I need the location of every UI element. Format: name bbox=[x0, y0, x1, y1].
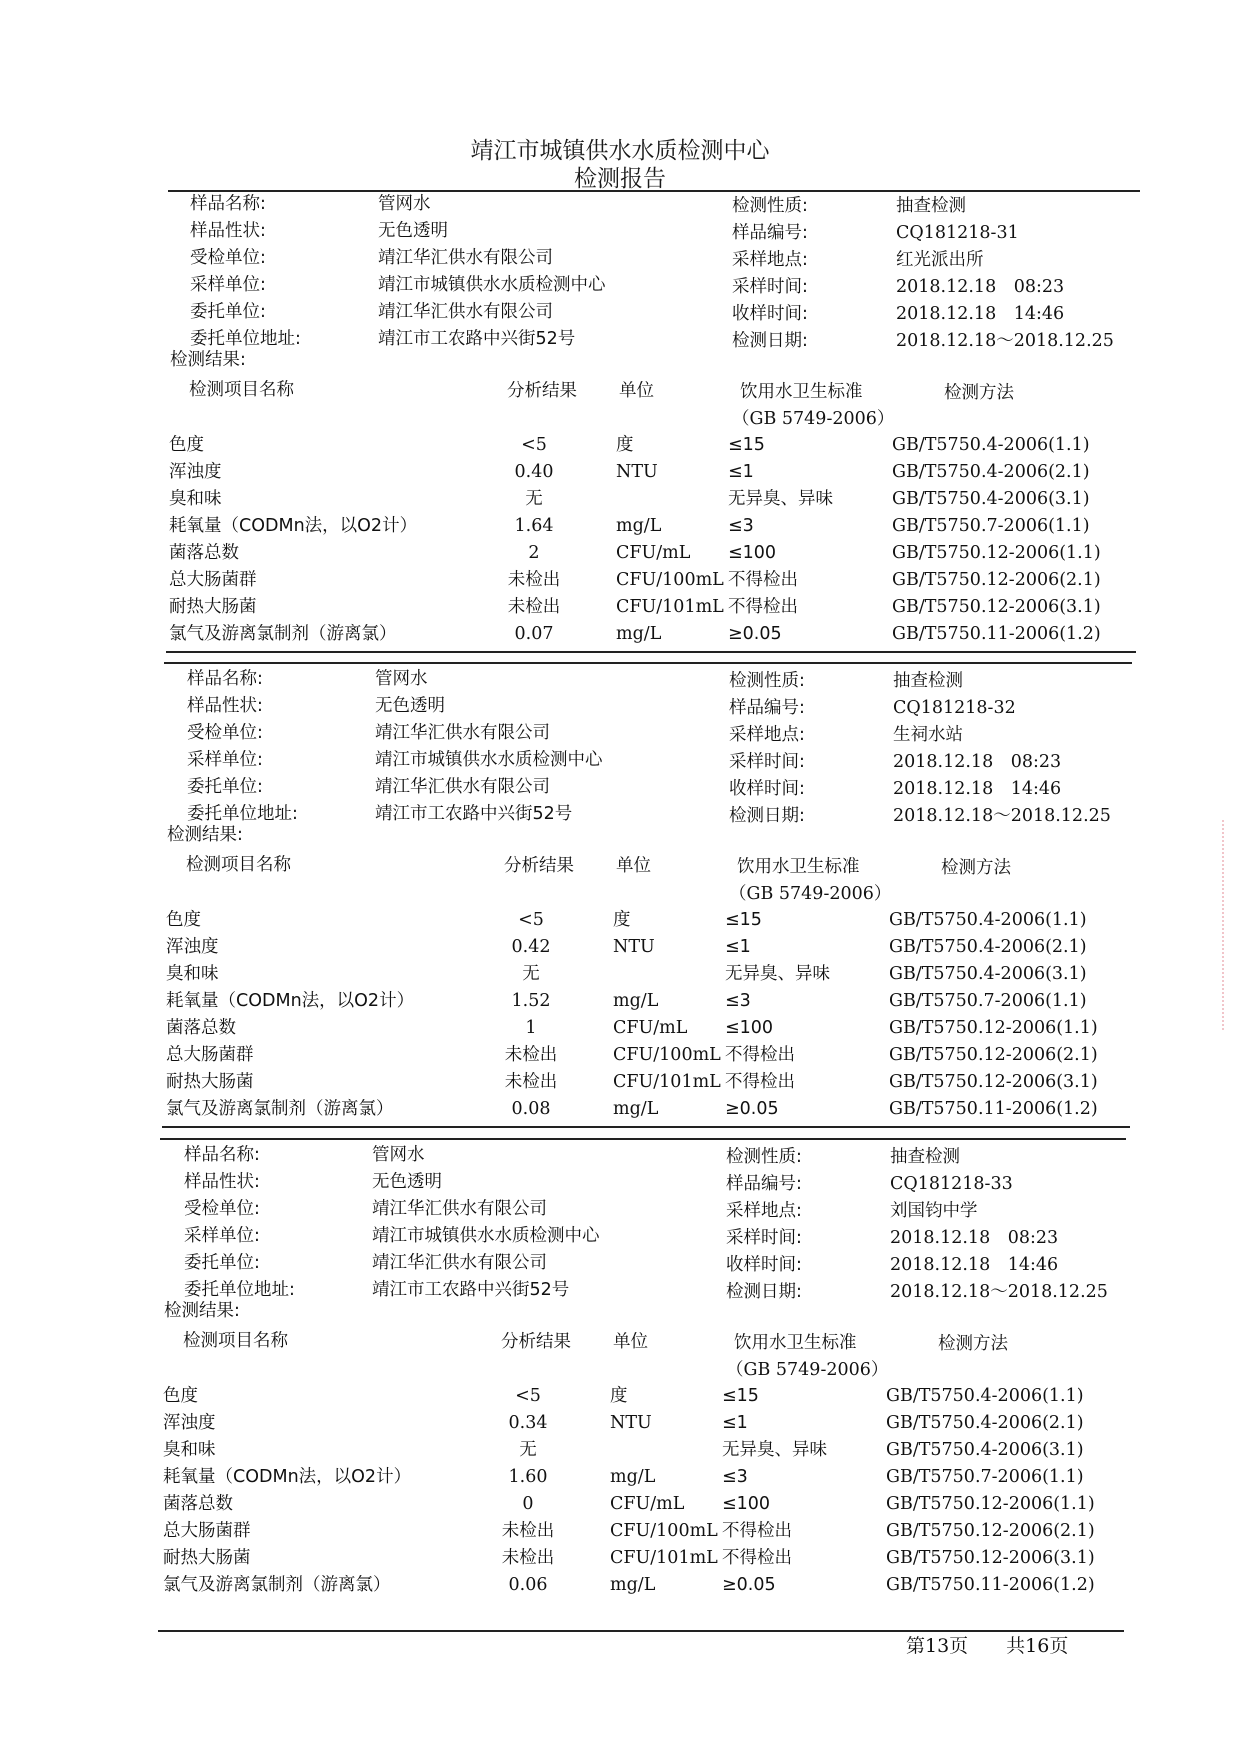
result-value: 0.07 bbox=[514, 624, 554, 644]
col-header-result: 分析结果 bbox=[507, 381, 577, 401]
info-value: 靖江华汇供水有限公司 bbox=[375, 777, 550, 797]
info-label: 样品编号: bbox=[729, 698, 805, 718]
info-label: 受检单位: bbox=[184, 1199, 260, 1219]
result-method: GB/T5750.4-2006(1.1) bbox=[892, 435, 1090, 455]
result-standard: 不得检出 bbox=[725, 1045, 795, 1065]
result-method: GB/T5750.4-2006(3.1) bbox=[892, 489, 1090, 509]
info-value: 靖江市城镇供水水质检测中心 bbox=[375, 750, 603, 770]
info-value: 管网水 bbox=[375, 669, 428, 689]
result-method: GB/T5750.4-2006(2.1) bbox=[889, 937, 1087, 957]
info-label: 委托单位: bbox=[190, 302, 266, 322]
result-item-name: 氯气及游离氯制剂（游离氯） bbox=[166, 1099, 394, 1119]
info-label: 采样单位: bbox=[190, 275, 266, 295]
info-value: 抽查检测 bbox=[893, 671, 963, 691]
result-item-name: 耐热大肠菌 bbox=[166, 1072, 254, 1092]
result-unit: mg/L bbox=[616, 516, 662, 536]
info-value: 2018.12.18～2018.12.25 bbox=[896, 331, 1114, 351]
result-standard: 无异臭、异味 bbox=[722, 1440, 827, 1460]
result-standard: ≤100 bbox=[728, 543, 777, 563]
info-value: 靖江市城镇供水水质检测中心 bbox=[378, 275, 606, 295]
result-method: GB/T5750.4-2006(3.1) bbox=[886, 1440, 1084, 1460]
col-header-standard: 饮用水卫生标准 bbox=[737, 857, 860, 877]
result-value: 未检出 bbox=[507, 597, 561, 617]
info-value: 靖江华汇供水有限公司 bbox=[378, 302, 553, 322]
result-value: 0.42 bbox=[511, 937, 551, 957]
info-label: 收样时间: bbox=[729, 779, 805, 799]
result-standard: ≥0.05 bbox=[722, 1575, 776, 1595]
result-standard: ≤1 bbox=[728, 462, 754, 482]
result-standard: 不得检出 bbox=[722, 1521, 792, 1541]
result-method: GB/T5750.12-2006(1.1) bbox=[889, 1018, 1098, 1038]
info-label: 样品名称: bbox=[187, 669, 263, 689]
info-label: 委托单位: bbox=[187, 777, 263, 797]
result-item-name: 菌落总数 bbox=[166, 1018, 236, 1038]
info-label: 委托单位: bbox=[184, 1253, 260, 1273]
result-item-name: 氯气及游离氯制剂（游离氯） bbox=[163, 1575, 391, 1595]
col-header-result: 分析结果 bbox=[501, 1332, 571, 1352]
col-header-unit: 单位 bbox=[619, 381, 654, 401]
info-label: 检测日期: bbox=[726, 1282, 802, 1302]
info-label: 检测日期: bbox=[729, 806, 805, 826]
info-label: 检测日期: bbox=[732, 331, 808, 351]
col-header-standard-ref: （GB 5749-2006） bbox=[729, 884, 892, 904]
result-value: 1.60 bbox=[508, 1467, 548, 1487]
info-value: 靖江华汇供水有限公司 bbox=[372, 1199, 547, 1219]
info-label: 采样地点: bbox=[732, 250, 808, 270]
info-value: 靖江市工农路中兴街52号 bbox=[375, 804, 573, 824]
result-item-name: 浑浊度 bbox=[163, 1413, 216, 1433]
sample-block bbox=[0, 662, 1237, 1132]
result-value: 未检出 bbox=[504, 1072, 558, 1092]
result-value: 1 bbox=[525, 1018, 537, 1038]
info-label: 采样地点: bbox=[726, 1201, 802, 1221]
sample-block bbox=[0, 1138, 1234, 1608]
result-standard: 无异臭、异味 bbox=[728, 489, 833, 509]
info-label: 采样地点: bbox=[729, 725, 805, 745]
info-value: 无色透明 bbox=[372, 1172, 442, 1192]
info-label: 检测性质: bbox=[732, 196, 808, 216]
result-standard: 不得检出 bbox=[728, 570, 798, 590]
result-method: GB/T5750.11-2006(1.2) bbox=[886, 1575, 1095, 1595]
result-unit: CFU/100mL bbox=[610, 1521, 718, 1541]
info-value: 2018.12.18 08:23 bbox=[890, 1228, 1059, 1248]
info-label: 样品名称: bbox=[190, 194, 266, 214]
result-value: 0.06 bbox=[508, 1575, 548, 1595]
info-label: 委托单位地址: bbox=[184, 1280, 295, 1300]
result-value: 无 bbox=[519, 1440, 537, 1460]
info-value: CQ181218-32 bbox=[893, 698, 1016, 718]
result-standard: 不得检出 bbox=[728, 597, 798, 617]
result-method: GB/T5750.4-2006(2.1) bbox=[892, 462, 1090, 482]
result-unit: CFU/100mL bbox=[616, 570, 724, 590]
info-value: 2018.12.18 14:46 bbox=[896, 304, 1065, 324]
result-method: GB/T5750.11-2006(1.2) bbox=[889, 1099, 1098, 1119]
result-unit: CFU/mL bbox=[613, 1018, 688, 1038]
result-item-name: 色度 bbox=[166, 910, 201, 930]
result-item-name: 浑浊度 bbox=[166, 937, 219, 957]
result-value: 无 bbox=[522, 964, 540, 984]
info-label: 样品性状: bbox=[190, 221, 266, 241]
result-method: GB/T5750.12-2006(2.1) bbox=[889, 1045, 1098, 1065]
result-unit: NTU bbox=[613, 937, 655, 957]
col-header-unit: 单位 bbox=[616, 856, 651, 876]
result-method: GB/T5750.12-2006(1.1) bbox=[886, 1494, 1095, 1514]
result-standard: ≤1 bbox=[725, 937, 751, 957]
result-item-name: 氯气及游离氯制剂（游离氯） bbox=[169, 624, 397, 644]
col-header-item: 检测项目名称 bbox=[183, 1331, 288, 1351]
result-standard: ≤100 bbox=[722, 1494, 771, 1514]
info-value: 2018.12.18 14:46 bbox=[890, 1255, 1059, 1275]
result-unit: mg/L bbox=[610, 1575, 656, 1595]
stamp-mark bbox=[1222, 820, 1240, 1030]
info-label: 采样时间: bbox=[726, 1228, 802, 1248]
result-unit: 度 bbox=[610, 1386, 628, 1406]
info-value: CQ181218-31 bbox=[896, 223, 1019, 243]
result-unit: 度 bbox=[616, 435, 634, 455]
info-label: 样品性状: bbox=[187, 696, 263, 716]
result-value: 未检出 bbox=[507, 570, 561, 590]
info-label: 检测性质: bbox=[726, 1147, 802, 1167]
col-header-standard-ref: （GB 5749-2006） bbox=[726, 1360, 889, 1380]
result-standard: ≤15 bbox=[722, 1386, 759, 1406]
result-value: 0.40 bbox=[514, 462, 554, 482]
col-header-standard: 饮用水卫生标准 bbox=[740, 382, 863, 402]
result-method: GB/T5750.4-2006(1.1) bbox=[886, 1386, 1084, 1406]
result-method: GB/T5750.12-2006(2.1) bbox=[892, 570, 1101, 590]
result-method: GB/T5750.12-2006(3.1) bbox=[886, 1548, 1095, 1568]
info-value: 靖江华汇供水有限公司 bbox=[375, 723, 550, 743]
info-value: 刘国钧中学 bbox=[890, 1201, 978, 1221]
result-standard: 不得检出 bbox=[725, 1072, 795, 1092]
col-header-item: 检测项目名称 bbox=[189, 380, 294, 400]
result-value: <5 bbox=[521, 435, 547, 455]
result-item-name: 菌落总数 bbox=[169, 543, 239, 563]
result-unit: NTU bbox=[616, 462, 658, 482]
col-header-item: 检测项目名称 bbox=[186, 855, 291, 875]
info-value: 靖江华汇供水有限公司 bbox=[378, 248, 553, 268]
result-value: 0.08 bbox=[511, 1099, 551, 1119]
info-value: 管网水 bbox=[372, 1145, 425, 1165]
page-number: 第13页 共16页 bbox=[906, 1635, 1069, 1657]
info-value: 抽查检测 bbox=[896, 196, 966, 216]
result-unit: mg/L bbox=[613, 1099, 659, 1119]
info-value: 红光派出所 bbox=[896, 250, 984, 270]
result-method: GB/T5750.12-2006(2.1) bbox=[886, 1521, 1095, 1541]
info-value: 2018.12.18 08:23 bbox=[893, 752, 1062, 772]
result-item-name: 总大肠菌群 bbox=[163, 1521, 251, 1541]
info-label: 样品编号: bbox=[726, 1174, 802, 1194]
info-label: 样品性状: bbox=[184, 1172, 260, 1192]
result-standard: ≤3 bbox=[728, 516, 754, 536]
result-item-name: 耐热大肠菌 bbox=[169, 597, 257, 617]
result-item-name: 菌落总数 bbox=[163, 1494, 233, 1514]
result-method: GB/T5750.7-2006(1.1) bbox=[892, 516, 1090, 536]
result-unit: CFU/101mL bbox=[616, 597, 724, 617]
result-standard: ≤100 bbox=[725, 1018, 774, 1038]
col-header-standard: 饮用水卫生标准 bbox=[734, 1333, 857, 1353]
result-method: GB/T5750.7-2006(1.1) bbox=[889, 991, 1087, 1011]
info-value: 无色透明 bbox=[375, 696, 445, 716]
result-item-name: 耗氧量（CODMn法，以O2计） bbox=[169, 516, 418, 536]
result-method: GB/T5750.12-2006(3.1) bbox=[889, 1072, 1098, 1092]
info-label: 检测性质: bbox=[729, 671, 805, 691]
result-item-name: 臭和味 bbox=[169, 489, 222, 509]
info-label: 样品名称: bbox=[184, 1145, 260, 1165]
result-value: 未检出 bbox=[501, 1521, 555, 1541]
result-method: GB/T5750.12-2006(3.1) bbox=[892, 597, 1101, 617]
info-label: 委托单位地址: bbox=[187, 804, 298, 824]
result-value: 未检出 bbox=[501, 1548, 555, 1568]
result-standard: ≥0.05 bbox=[728, 624, 782, 644]
org-title: 靖江市城镇供水水质检测中心 bbox=[470, 138, 770, 164]
info-label: 采样时间: bbox=[729, 752, 805, 772]
result-value: <5 bbox=[515, 1386, 541, 1406]
results-label: 检测结果: bbox=[164, 1301, 240, 1321]
info-value: 靖江市城镇供水水质检测中心 bbox=[372, 1226, 600, 1246]
info-label: 收样时间: bbox=[732, 304, 808, 324]
result-unit: 度 bbox=[613, 910, 631, 930]
info-label: 采样时间: bbox=[732, 277, 808, 297]
result-method: GB/T5750.11-2006(1.2) bbox=[892, 624, 1101, 644]
info-label: 收样时间: bbox=[726, 1255, 802, 1275]
info-value: 靖江市工农路中兴街52号 bbox=[378, 329, 576, 349]
info-label: 受检单位: bbox=[190, 248, 266, 268]
info-label: 样品编号: bbox=[732, 223, 808, 243]
info-label: 受检单位: bbox=[187, 723, 263, 743]
info-label: 采样单位: bbox=[184, 1226, 260, 1246]
result-value: 1.64 bbox=[514, 516, 554, 536]
result-unit: mg/L bbox=[616, 624, 662, 644]
info-value: 2018.12.18～2018.12.25 bbox=[890, 1282, 1108, 1302]
col-header-unit: 单位 bbox=[613, 1332, 648, 1352]
info-value: 靖江华汇供水有限公司 bbox=[372, 1253, 547, 1273]
result-value: <5 bbox=[518, 910, 544, 930]
result-unit: mg/L bbox=[613, 991, 659, 1011]
info-value: 管网水 bbox=[378, 194, 431, 214]
result-method: GB/T5750.4-2006(1.1) bbox=[889, 910, 1087, 930]
info-value: CQ181218-33 bbox=[890, 1174, 1013, 1194]
result-value: 1.52 bbox=[511, 991, 551, 1011]
result-value: 无 bbox=[525, 489, 543, 509]
result-item-name: 色度 bbox=[163, 1386, 198, 1406]
result-standard: ≤15 bbox=[728, 435, 765, 455]
result-item-name: 耗氧量（CODMn法，以O2计） bbox=[166, 991, 415, 1011]
result-unit: CFU/100mL bbox=[613, 1045, 721, 1065]
info-value: 生祠水站 bbox=[893, 725, 963, 745]
info-label: 采样单位: bbox=[187, 750, 263, 770]
results-label: 检测结果: bbox=[170, 350, 246, 370]
col-header-method: 检测方法 bbox=[944, 383, 1014, 403]
result-unit: CFU/101mL bbox=[610, 1548, 718, 1568]
result-standard: ≥0.05 bbox=[725, 1099, 779, 1119]
info-label: 委托单位地址: bbox=[190, 329, 301, 349]
result-value: 2 bbox=[528, 543, 540, 563]
col-header-method: 检测方法 bbox=[941, 858, 1011, 878]
result-value: 0 bbox=[522, 1494, 534, 1514]
result-item-name: 臭和味 bbox=[166, 964, 219, 984]
result-item-name: 耗氧量（CODMn法，以O2计） bbox=[163, 1467, 412, 1487]
result-standard: ≤3 bbox=[725, 991, 751, 1011]
info-value: 抽查检测 bbox=[890, 1147, 960, 1167]
result-item-name: 臭和味 bbox=[163, 1440, 216, 1460]
report-title: 检测报告 bbox=[574, 166, 666, 192]
result-standard: 不得检出 bbox=[722, 1548, 792, 1568]
col-header-result: 分析结果 bbox=[504, 856, 574, 876]
result-method: GB/T5750.4-2006(2.1) bbox=[886, 1413, 1084, 1433]
result-method: GB/T5750.12-2006(1.1) bbox=[892, 543, 1101, 563]
result-standard: ≤3 bbox=[722, 1467, 748, 1487]
info-value: 无色透明 bbox=[378, 221, 448, 241]
info-value: 靖江市工农路中兴街52号 bbox=[372, 1280, 570, 1300]
result-unit: NTU bbox=[610, 1413, 652, 1433]
col-header-standard-ref: （GB 5749-2006） bbox=[732, 409, 895, 429]
info-value: 2018.12.18～2018.12.25 bbox=[893, 806, 1111, 826]
result-method: GB/T5750.4-2006(3.1) bbox=[889, 964, 1087, 984]
result-unit: CFU/mL bbox=[610, 1494, 685, 1514]
result-item-name: 浑浊度 bbox=[169, 462, 222, 482]
results-label: 检测结果: bbox=[167, 825, 243, 845]
result-item-name: 总大肠菌群 bbox=[166, 1045, 254, 1065]
result-standard: 无异臭、异味 bbox=[725, 964, 830, 984]
col-header-method: 检测方法 bbox=[938, 1334, 1008, 1354]
result-standard: ≤1 bbox=[722, 1413, 748, 1433]
result-unit: CFU/101mL bbox=[613, 1072, 721, 1092]
result-item-name: 总大肠菌群 bbox=[169, 570, 257, 590]
result-standard: ≤15 bbox=[725, 910, 762, 930]
sample-block bbox=[0, 187, 1240, 657]
result-value: 未检出 bbox=[504, 1045, 558, 1065]
result-item-name: 色度 bbox=[169, 435, 204, 455]
result-value: 0.34 bbox=[508, 1413, 548, 1433]
info-value: 2018.12.18 14:46 bbox=[893, 779, 1062, 799]
result-item-name: 耐热大肠菌 bbox=[163, 1548, 251, 1568]
result-unit: mg/L bbox=[610, 1467, 656, 1487]
info-value: 2018.12.18 08:23 bbox=[896, 277, 1065, 297]
result-method: GB/T5750.7-2006(1.1) bbox=[886, 1467, 1084, 1487]
result-unit: CFU/mL bbox=[616, 543, 691, 563]
